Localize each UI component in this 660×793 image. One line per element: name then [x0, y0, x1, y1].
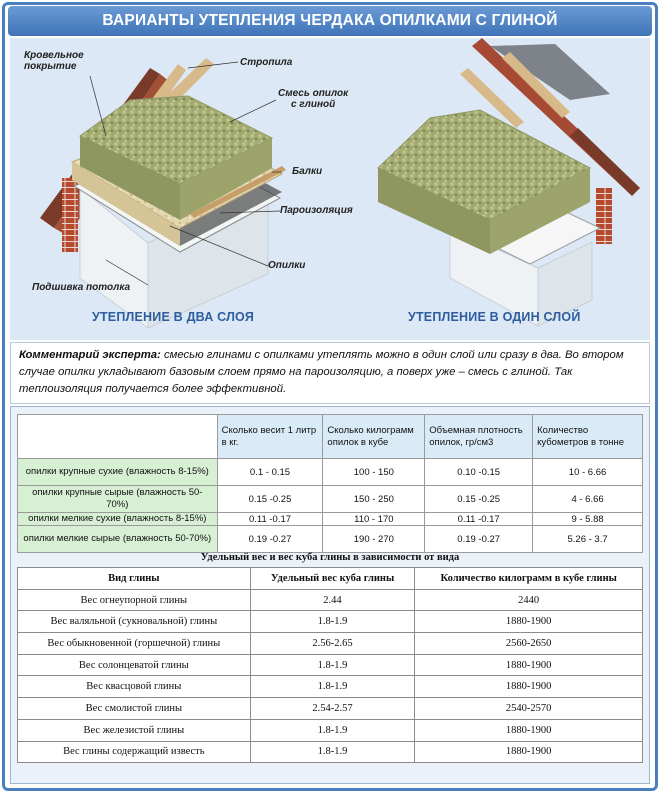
table-cell: 0.15 -0.25 — [425, 486, 533, 513]
label-mix-line2: с глиной — [290, 99, 336, 110]
header-cell: Объемная плотность опилок, гр/см3 — [425, 415, 533, 459]
label-roofing-line1: Кровельное — [24, 50, 84, 61]
table-row — [18, 486, 643, 513]
table-cell: 2440 — [415, 589, 643, 611]
row-label: опилки крупные сухие (влажность 8-15%) — [18, 459, 218, 486]
label-vapor-barrier: Пароизоляция — [280, 205, 353, 216]
table-cell: 190 - 270 — [323, 526, 425, 553]
header-cell: Вид глины — [18, 568, 251, 590]
table-row — [18, 719, 643, 741]
table-cell: 1.8-1.9 — [250, 741, 415, 763]
table-cell: Вес обыкновенной (горшечной) глины — [18, 633, 251, 655]
table-row — [18, 676, 643, 698]
attic-illustration — [10, 38, 650, 340]
label-mix — [278, 88, 348, 110]
label-rafters: Стропила — [240, 57, 293, 68]
expert-comment — [10, 342, 650, 404]
one-layer-diagram — [378, 38, 640, 326]
table-cell: 1880-1900 — [415, 654, 643, 676]
table-cell: 0.15 -0.25 — [217, 486, 323, 513]
table-cell: 1880-1900 — [415, 741, 643, 763]
table-cell: 1880-1900 — [415, 676, 643, 698]
clay-header-row — [18, 568, 643, 590]
table-cell: 1880-1900 — [415, 719, 643, 741]
expert-comment-text: смесью глинами с опилками утеплять можно в один слой или сразу в два. Во втором случае опилки укладывают базовым слоем прямо на пароизоляцию, а поверх уже – смесь с глиной. Так теплоизоляция получается более эффективной. — [19, 349, 624, 395]
page-title: ВАРИАНТЫ УТЕПЛЕНИЯ ЧЕРДАКА ОПИЛКАМИ С ГЛИНОЙ — [8, 6, 652, 36]
sawdust-header-row — [18, 415, 643, 459]
label-roofing — [24, 50, 84, 72]
table-cell: 0.19 -0.27 — [425, 526, 533, 553]
table-row — [18, 589, 643, 611]
table-cell: 1.8-1.9 — [250, 611, 415, 633]
table-cell: 0.11 -0.17 — [425, 513, 533, 526]
caption-two-layers: УТЕПЛЕНИЕ В ДВА СЛОЯ — [92, 310, 255, 324]
table-cell: 2.44 — [250, 589, 415, 611]
table-cell: Вес железистой глины — [18, 719, 251, 741]
header-cell — [18, 415, 218, 459]
table-cell: 0.10 -0.15 — [425, 459, 533, 486]
row-label: опилки мелкие сырые (влажность 50-70%) — [18, 526, 218, 553]
expert-comment-label: Комментарий эксперта: — [19, 349, 161, 361]
table-row — [18, 741, 643, 763]
table-row — [18, 611, 643, 633]
table-cell: 0.1 - 0.15 — [217, 459, 323, 486]
sawdust-table — [17, 414, 643, 553]
table-cell: 4 - 6.66 — [533, 486, 643, 513]
table-cell: 2.56-2.65 — [250, 633, 415, 655]
table-cell: 110 - 170 — [323, 513, 425, 526]
attic-diagrams — [10, 38, 650, 340]
table-cell: Вес смолистой глины — [18, 698, 251, 720]
table-cell: Вес валяльной (сукновальной) глины — [18, 611, 251, 633]
row-label: опилки крупные сырые (влажность 50-70%) — [18, 486, 218, 513]
table-cell: 1.8-1.9 — [250, 654, 415, 676]
table-cell: 1880-1900 — [415, 611, 643, 633]
table-cell: Вес глины содержащий известь — [18, 741, 251, 763]
table-cell: 2.54-2.57 — [250, 698, 415, 720]
header-cell: Удельный вес куба глины — [250, 568, 415, 590]
caption-one-layer: УТЕПЛЕНИЕ В ОДИН СЛОЙ — [408, 310, 581, 324]
header-cell: Сколько килограмм опилок в кубе — [323, 415, 425, 459]
table-cell: 100 - 150 — [323, 459, 425, 486]
label-ceiling-lining: Подшивка потолка — [32, 282, 131, 293]
label-beams: Балки — [292, 166, 323, 177]
clay-table — [17, 567, 643, 763]
header-cell: Сколько весит 1 литр в кг. — [217, 415, 323, 459]
header-cell: Количество кубометров в тонне — [533, 415, 643, 459]
table-cell: 5.26 - 3.7 — [533, 526, 643, 553]
table-cell: 2560-2650 — [415, 633, 643, 655]
table-cell: 10 - 6.66 — [533, 459, 643, 486]
label-mix-line1: Смесь опилок — [278, 88, 349, 99]
table-cell: 150 - 250 — [323, 486, 425, 513]
table-row — [18, 526, 643, 553]
table-cell: 1.8-1.9 — [250, 676, 415, 698]
label-roofing-line2: покрытие — [24, 61, 77, 72]
table-row — [18, 459, 643, 486]
table-cell: 2540-2570 — [415, 698, 643, 720]
header-cell: Количество килограмм в кубе глины — [415, 568, 643, 590]
tables-panel — [10, 406, 650, 784]
table-row — [18, 698, 643, 720]
clay-table-title: Удельный вес и вес куба глины в зависимости от вида — [200, 552, 460, 563]
table-row — [18, 513, 643, 526]
table-row — [18, 654, 643, 676]
table-row — [18, 633, 643, 655]
table-cell: 0.11 -0.17 — [217, 513, 323, 526]
table-cell: 0.19 -0.27 — [217, 526, 323, 553]
table-cell: Вес огнеупорной глины — [18, 589, 251, 611]
table-cell: Вес квасцовой глины — [18, 676, 251, 698]
table-cell: 1.8-1.9 — [250, 719, 415, 741]
table-cell: Вес солонцеватой глины — [18, 654, 251, 676]
label-sawdust: Опилки — [268, 260, 306, 271]
row-label: опилки мелкие сухие (влажность 8-15%) — [18, 513, 218, 526]
table-cell: 9 - 5.88 — [533, 513, 643, 526]
